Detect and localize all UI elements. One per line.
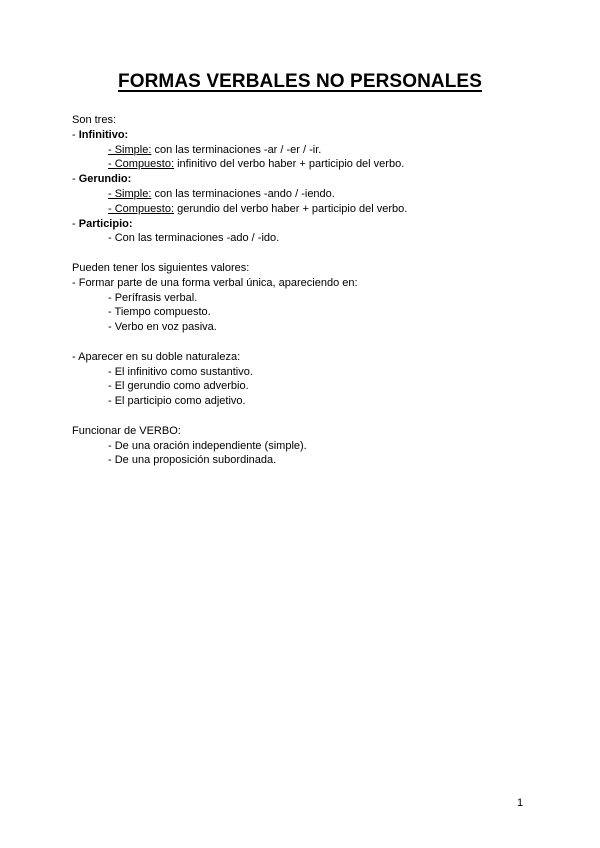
list-item [72, 231, 542, 246]
list-item: - Perífrasis verbal. [108, 291, 198, 304]
item-text: infinitivo del verbo haber + participio del verbo. [174, 158, 405, 171]
value-heading: - Formar parte de una forma verbal única, apareciendo en: [72, 276, 358, 289]
value-heading: Funcionar de VERBO: [72, 424, 181, 437]
item-label: - Simple: [108, 143, 152, 156]
document-body [72, 113, 542, 468]
values-intro: Pueden tener los siguientes valores: [72, 261, 250, 274]
list-item [72, 157, 542, 172]
value-heading: - Aparecer en su doble naturaleza: [72, 350, 241, 363]
form-name: Infinitivo: [78, 128, 129, 141]
list-item [72, 187, 542, 202]
spacer [72, 409, 542, 424]
page-title: FORMAS VERBALES NO PERSONALES [118, 71, 482, 92]
list-item: - Tiempo compuesto. [108, 306, 211, 319]
bullet: - [72, 173, 79, 186]
form-heading-infinitivo [72, 128, 542, 143]
list-item: - El participio como adjetivo. [108, 395, 246, 408]
item-label: - Compuesto: [108, 158, 175, 171]
list-item: - El gerundio como adverbio. [108, 380, 249, 393]
list-item: - De una proposición subordinada. [108, 454, 277, 467]
item-text: con las terminaciones -ando / -iendo. [151, 187, 335, 200]
list-item: - Verbo en voz pasiva. [108, 321, 217, 334]
spacer [72, 335, 542, 350]
page-number: 1 [517, 797, 524, 809]
intro-text: Son tres: [72, 114, 117, 126]
item-text: con las terminaciones -ar / -er / -ir. [151, 143, 322, 156]
bullet: - [72, 217, 79, 230]
form-heading-participio [72, 217, 542, 232]
item-label: - Simple: [108, 187, 152, 200]
item-label: - Compuesto: [108, 202, 175, 215]
item-text: - Con las terminaciones -ado / -ido. [108, 232, 280, 245]
list-item: - El infinitivo como sustantivo. [108, 365, 253, 378]
list-item [72, 202, 542, 217]
spacer [72, 246, 542, 261]
form-name: Gerundio: [78, 173, 132, 186]
list-item [72, 143, 542, 158]
bullet: - [72, 128, 79, 141]
form-name: Participio: [78, 217, 133, 230]
form-heading-gerundio [72, 172, 542, 187]
item-text: gerundio del verbo haber + participio del verbo. [174, 202, 408, 215]
list-item: - De una oración independiente (simple). [108, 439, 307, 452]
